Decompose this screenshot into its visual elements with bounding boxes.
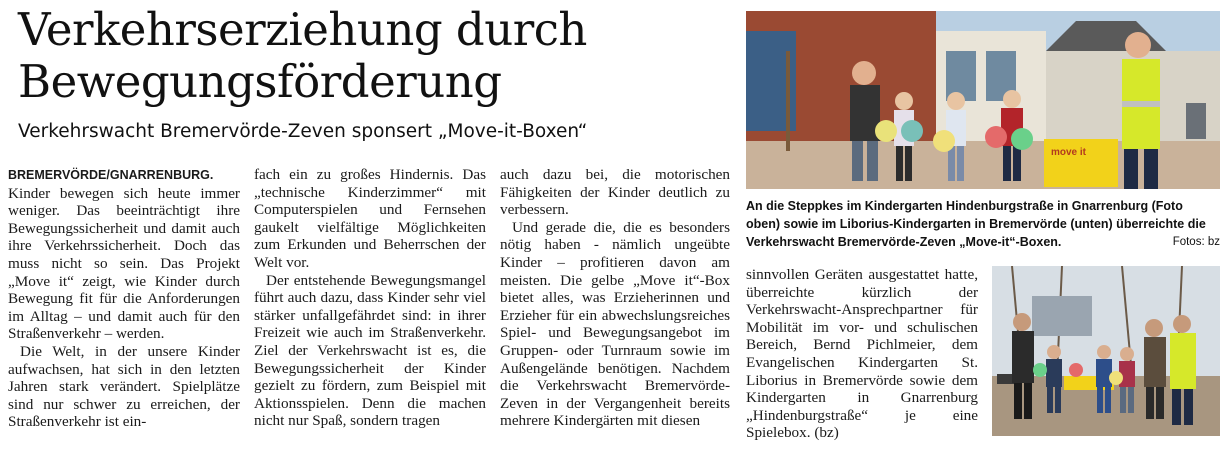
article-column-3 (500, 166, 730, 430)
photo-bottom-graphic (992, 266, 1220, 436)
paragraph (8, 166, 240, 343)
paragraph: Und gerade die, die es besonders nötig haben - nämlich ungeübte Kinder – profitieren davon am meisten. Die gelbe „Move it“-Box bietet alles, was Erzieherinnen und Erzieher für ein abwechslungsreiches Spiel- und Bewegungsangebot im Gruppen- oder Turnraum sowie im Außengelände benötigen. Nachdem die Verkehrswacht Bremervörde-Zeven in der Vergangenheit bereits mehrere Kindergärten mit diesen (500, 218, 730, 430)
article-column-4 (746, 266, 978, 442)
photo-caption (746, 197, 1220, 251)
article-column-1 (8, 166, 240, 431)
headline-line-1: Verkehrserziehung durch (18, 3, 587, 56)
caption-highlight: „Move-it“-Boxen. (959, 235, 1062, 249)
paragraph: fach ein zu großes Hindernis. Das „technische Kinderzimmer“ mit Computerspielen und Fernsehen gaukelt vielfältige Möglichkeiten zum Erkunden und Beherrschen der Welt vor. (254, 166, 486, 271)
paragraph: Die Welt, in der unsere Kinder aufwachsen, hat sich in den letzten Jahren stark verändert. Spielplätze sind nur schwer zu erreichen, der Straßenverkehr ist ein- (8, 342, 240, 431)
headline-line-2: Bewegungsförderung (18, 55, 502, 108)
paragraph-text: Kinder bewegen sich heute immer weniger. Das beeinträchtigt ihre Bewegungssicherheit und damit auch ihre Verkehrssicherheit. Doch das muss nicht so sein. Das Projekt „Move it“ zeigt, wie Kinder durch Bewegung fit für die Anforderungen im Alltag – und damit auch für den Straßenverkehr – werden. (8, 184, 240, 343)
photo-top (746, 11, 1220, 189)
paragraph: sinnvollen Geräten ausgestattet hatte, überreichte kürzlich der Verkehrswacht-Ansprechpartner für Mobilität im vor- und schulischen Bereich, Bernd Pichlmeier, dem Evangelischen Kindergarten St. Liborius in Bremervörde sowie dem Kindergarten in Gnarrenburg „Hindenburgstraße“ je eine Spielebox. (bz) (746, 266, 978, 442)
dateline: BREMERVÖRDE/GNARRENBURG. (8, 168, 214, 182)
photo-bottom (992, 266, 1220, 436)
caption-text: An die Steppkes im Kindergarten Hindenburgstraße in Gnarrenburg (Foto oben) sowie im Liborius-Kindergarten in Bremervörde (unten) überreichte die Verkehrswacht Bremervörde-Zeven (746, 199, 1206, 249)
box-label: move it (1051, 147, 1087, 158)
paragraph: Der entstehende Bewegungsmangel führt auch dazu, dass Kinder sehr viel stärker unfallgefährdet sind: in ihrer Freizeit wie auch im Straßenverkehr. Ziel der Verkehrswacht ist es, die Bewegungssicherheit der Kinder gezielt zu fördern, zum Beispiel mit Aktionsspielen. Denn die machen nicht nur Spaß, sondern tragen (254, 271, 486, 430)
article-headline (18, 4, 738, 108)
photo-credit: Fotos: bz (1172, 236, 1220, 248)
article-subheadline: Verkehrswacht Bremervörde-Zeven sponsert „Move-it-Boxen“ (18, 121, 588, 142)
photo-top-graphic (746, 11, 1220, 189)
article-column-2 (254, 166, 486, 430)
paragraph: auch dazu bei, die motorischen Fähigkeiten der Kinder deutlich zu verbessern. (500, 166, 730, 219)
